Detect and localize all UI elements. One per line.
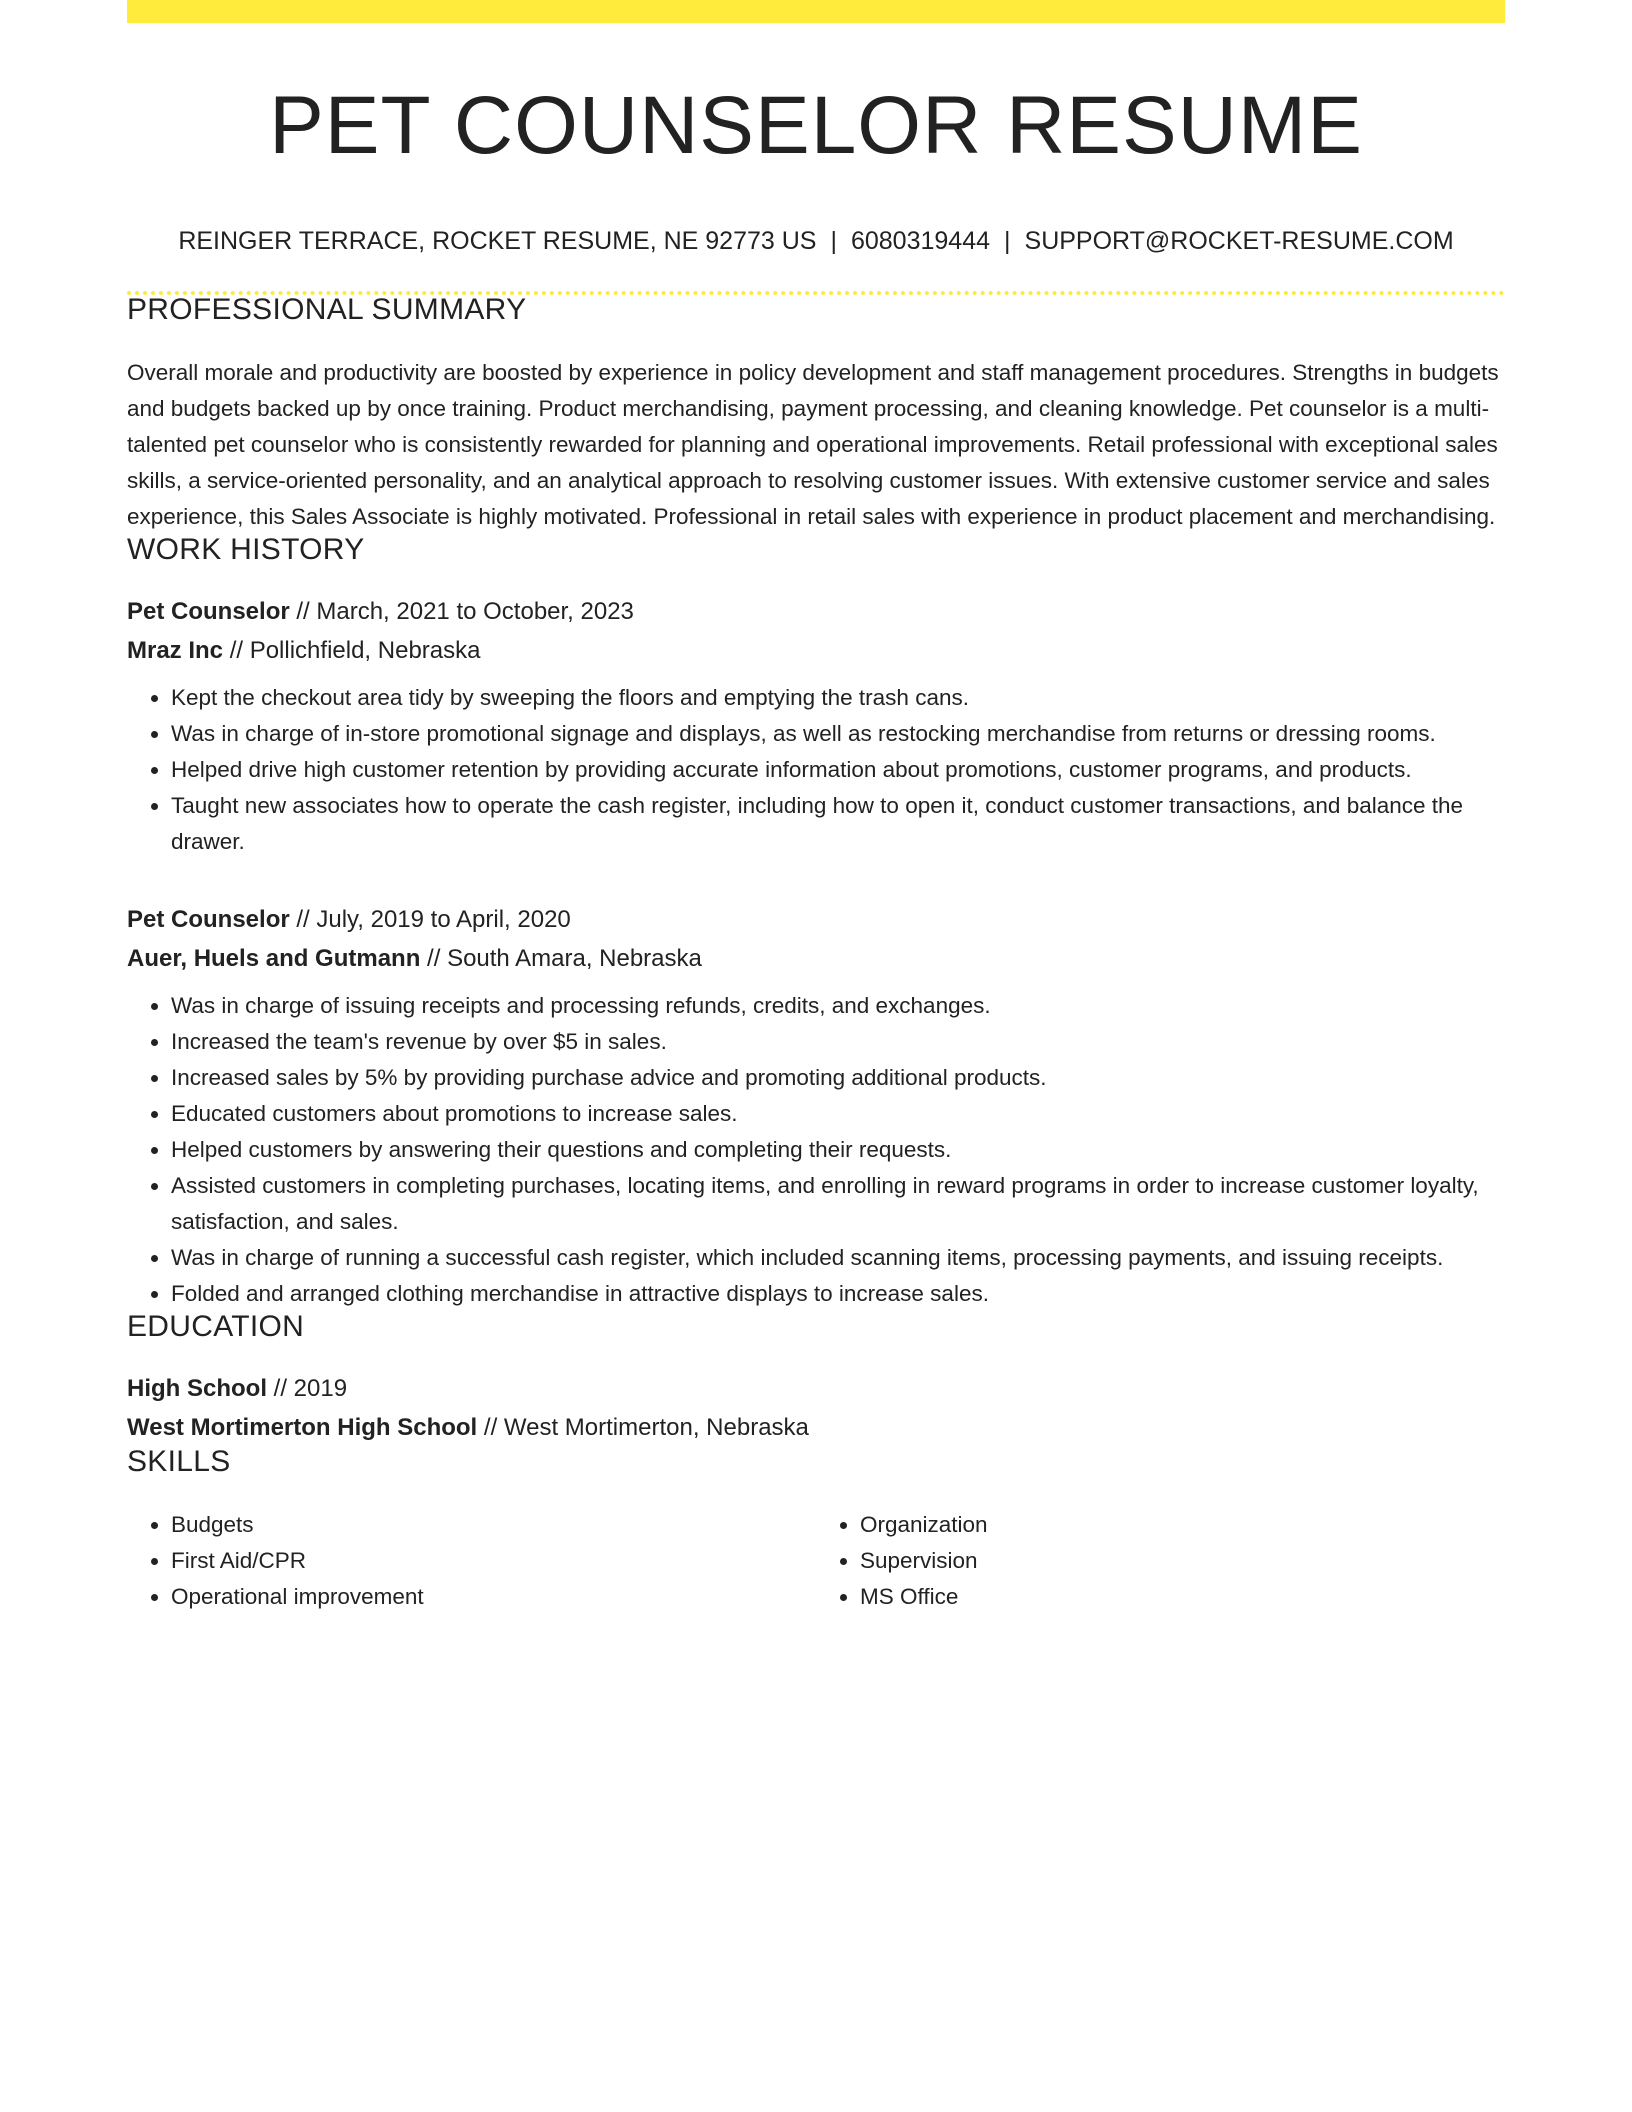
skill-item: • Budgets	[171, 1507, 816, 1543]
job-bullet: • Was in charge of issuing receipts and processing refunds, credits, and exchanges.	[171, 988, 1505, 1024]
job-bullets	[127, 988, 1505, 1312]
top-accent-bar	[127, 0, 1505, 23]
job-bullet: • Folded and arranged clothing merchandise in attractive displays to increase sales.	[171, 1276, 1505, 1312]
contact-line	[127, 229, 1505, 254]
skills-column-left	[127, 1507, 816, 1615]
education-school-line	[127, 1408, 1505, 1447]
contact-separator: |	[1004, 227, 1011, 255]
job-company-line	[127, 631, 1505, 670]
job-title-line	[127, 592, 1505, 631]
job-title-line	[127, 900, 1505, 939]
job-bullet: • Kept the checkout area tidy by sweeping the floors and emptying the trash cans.	[171, 680, 1505, 716]
education-degree: High School	[127, 1375, 267, 1402]
education-heading: EDUCATION	[127, 1310, 305, 1343]
skill-item: • Organization	[860, 1507, 1505, 1543]
job-bullet: • Helped customers by answering their questions and completing their requests.	[171, 1132, 1505, 1168]
job-location: // South Amara, Nebraska	[420, 945, 702, 972]
skills-column-right	[816, 1507, 1505, 1615]
job-dates: // March, 2021 to October, 2023	[289, 598, 634, 625]
contact-separator: |	[830, 227, 837, 255]
skill-item: • Operational improvement	[171, 1579, 816, 1615]
education-entry	[127, 1369, 1505, 1447]
contact-email: SUPPORT@ROCKET-RESUME.COM	[1024, 227, 1454, 255]
education-school: West Mortimerton High School	[127, 1414, 478, 1441]
summary-heading: PROFESSIONAL SUMMARY	[127, 293, 527, 326]
job-title: Pet Counselor	[127, 906, 290, 933]
skills-grid	[127, 1507, 1505, 1615]
job-bullet: • Was in charge of in-store promotional signage and displays, as well as restocking merchandise from returns or dressing rooms.	[171, 716, 1505, 752]
job-bullet: • Increased the team's revenue by over $5 in sales.	[171, 1024, 1505, 1060]
job-bullets	[127, 680, 1505, 860]
job-entry	[127, 592, 1505, 860]
job-location: // Pollichfield, Nebraska	[223, 637, 481, 664]
education-location: // West Mortimerton, Nebraska	[477, 1414, 809, 1441]
job-company: Auer, Huels and Gutmann	[127, 945, 421, 972]
job-bullet: • Increased sales by 5% by providing purchase advice and promoting additional products.	[171, 1060, 1505, 1096]
skill-item: • MS Office	[860, 1579, 1505, 1615]
job-bullet: • Educated customers about promotions to increase sales.	[171, 1096, 1505, 1132]
job-bullet: • Taught new associates how to operate the cash register, including how to open it, conduct customer transactions, and balance the drawer.	[171, 788, 1505, 860]
work-history-heading: WORK HISTORY	[127, 533, 365, 566]
job-company: Mraz Inc	[127, 637, 224, 664]
contact-address: REINGER TERRACE, ROCKET RESUME, NE 92773 US	[178, 227, 817, 255]
summary-text: Overall morale and productivity are boosted by experience in policy development and staff management procedures. Strengths in budgets and budgets backed up by once training. Product merchandising, payment processing, and cleaning knowledge. Pet counselor is a multi-talented pet counselor who is consistently rewarded for planning and operational improvements. Retail professional with exceptional sales skills, a service-oriented personality, and an analytical approach to resolving customer issues. With extensive customer service and sales experience, this Sales Associate is highly motivated. Professional in retail sales with experience in product placement and merchandising.	[127, 360, 1499, 529]
job-bullet: • Was in charge of running a successful cash register, which included scanning items, processing payments, and issuing receipts.	[171, 1240, 1505, 1276]
skill-item: • Supervision	[860, 1543, 1505, 1579]
job-company-line	[127, 939, 1505, 978]
job-dates: // July, 2019 to April, 2020	[289, 906, 571, 933]
contact-phone: 6080319444	[850, 227, 991, 255]
job-bullet: • Helped drive high customer retention by providing accurate information about promotions, customer programs, and products.	[171, 752, 1505, 788]
skills-heading: SKILLS	[127, 1445, 231, 1478]
job-bullet: • Assisted customers in completing purchases, locating items, and enrolling in reward programs in order to increase customer loyalty, satisfaction, and sales.	[171, 1168, 1505, 1240]
job-title: Pet Counselor	[127, 598, 290, 625]
education-year: // 2019	[267, 1375, 348, 1402]
education-degree-line	[127, 1369, 1505, 1408]
skill-item: • First Aid/CPR	[171, 1543, 816, 1579]
resume-title: PET COUNSELOR RESUME	[269, 80, 1363, 171]
job-entry	[127, 900, 1505, 1312]
